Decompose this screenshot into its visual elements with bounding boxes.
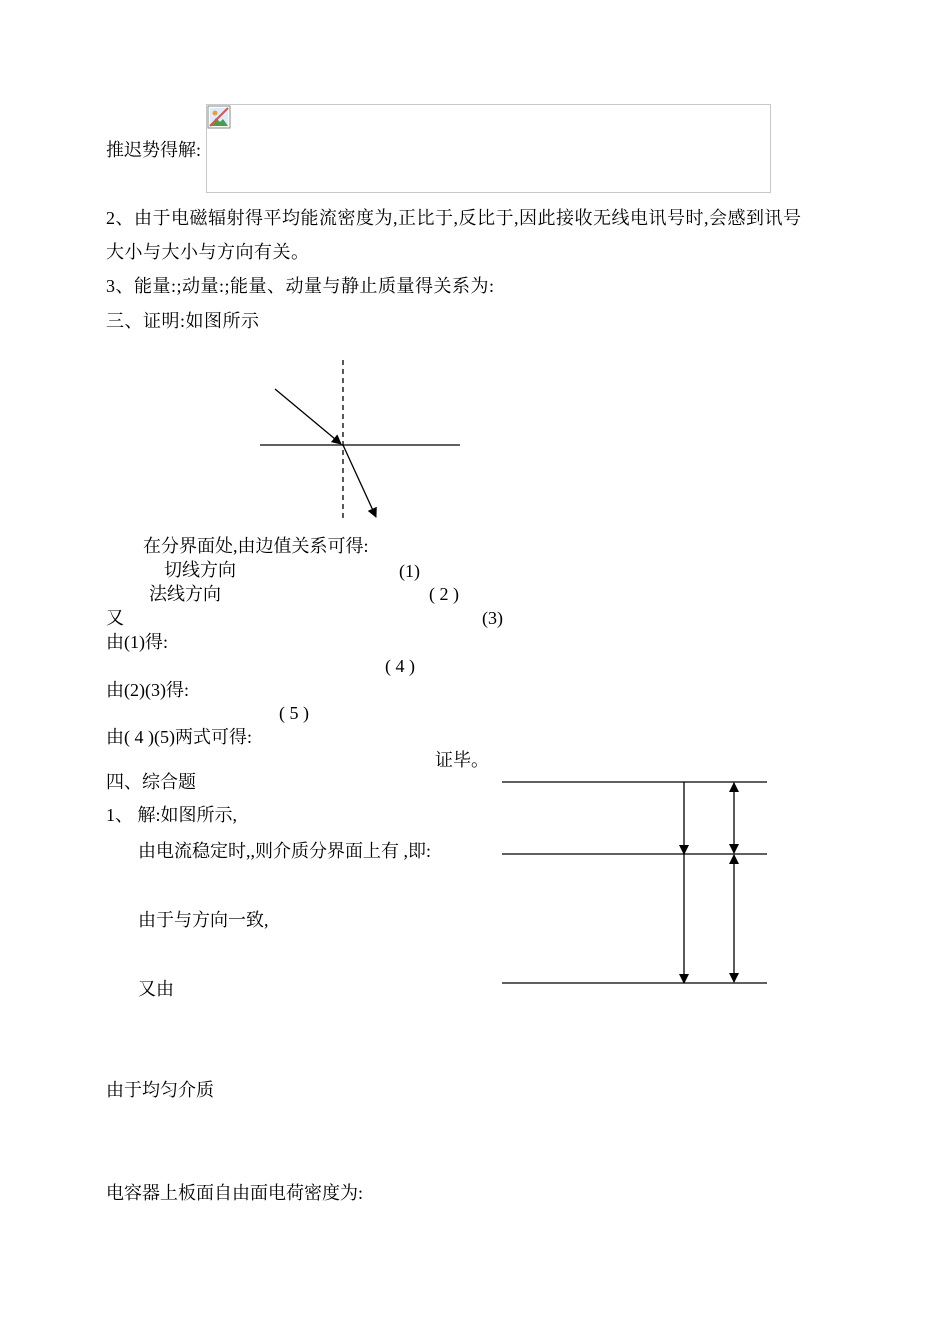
retarded-potential-label: 推迟势得解: xyxy=(106,140,202,160)
section-3-heading: 三、证明:如图所示 xyxy=(106,311,260,331)
equation-3-number: (3) xyxy=(482,608,503,628)
incident-ray xyxy=(275,389,341,444)
section-4-heading: 四、综合题 xyxy=(106,772,196,792)
tangent-direction-label: 切线方向 xyxy=(164,560,236,580)
from-eq1-label: 由(1)得: xyxy=(106,632,168,652)
steady-current-text: 由电流稳定时,,则介质分界面上有 ,即: xyxy=(138,841,431,861)
equation-4-number: ( 4 ) xyxy=(385,656,415,676)
same-direction-text: 由于与方向一致, xyxy=(138,910,269,930)
also-label: 又 xyxy=(106,608,124,628)
solution-1-heading: 1、 解:如图所示, xyxy=(106,805,238,825)
from-eq45-label: 由( 4 )(5)两式可得: xyxy=(106,727,252,747)
normal-direction-label: 法线方向 xyxy=(149,584,221,604)
also-from-text: 又由 xyxy=(138,979,174,999)
from-eq23-label: 由(2)(3)得: xyxy=(106,680,189,700)
broken-image-icon xyxy=(207,105,231,129)
question-3: 3、能量:;动量:;能量、动量与静止质量得关系为: xyxy=(106,276,495,296)
question-2-line-2: 大小与大小与方向有关。 xyxy=(106,242,310,262)
uniform-medium-text: 由于均匀介质 xyxy=(106,1080,214,1100)
capacitor-charge-text: 电容器上板面自由面电荷密度为: xyxy=(106,1183,363,1203)
equation-5-number: ( 5 ) xyxy=(279,703,309,723)
refraction-diagram xyxy=(255,355,470,525)
layered-dielectric-diagram xyxy=(495,770,775,995)
boundary-condition-text: 在分界面处,由边值关系可得: xyxy=(143,536,369,556)
qed-label: 证毕。 xyxy=(435,750,489,770)
equation-1-number: (1) xyxy=(399,561,420,581)
missing-image-placeholder xyxy=(206,104,771,193)
refracted-ray xyxy=(343,445,376,517)
equation-2-number: ( 2 ) xyxy=(429,584,459,604)
question-2-line-1: 2、由于电磁辐射得平均能流密度为,正比于,反比于,因此接收无线电讯号时,会感到讯号 xyxy=(106,208,802,228)
